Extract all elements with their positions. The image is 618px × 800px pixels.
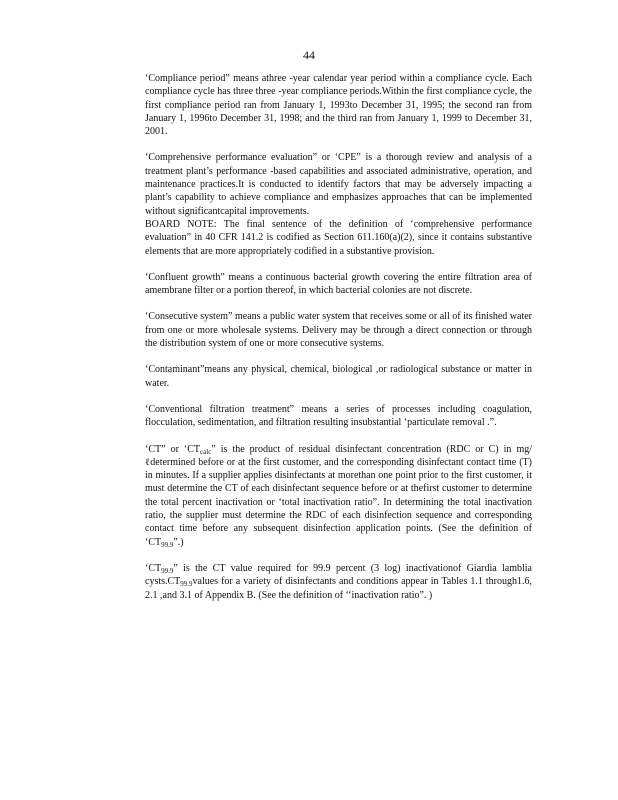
definition-comprehensive-performance-evaluation <box>145 151 532 257</box>
ct999-subscript-2: 99.9 <box>180 580 193 589</box>
definitions-body <box>145 72 532 615</box>
definition-compliance-period: ‘Compliance period” means athree -year calendar year period within a compliance cycle. Each compliance cycle has three three -year compliance periods.Within the first compliance cycle, the first compliance period ran from January 1, 1993to December 31, 1995; the second ran from January 1, 1996to December 31, 1998; and the third ran from January 1, 1999 to December 31, 2001. <box>145 73 532 138</box>
ct-text-middle: ” is the product of residual disinfectant concentration (RDC or C) in mg/ ℓdetermined before or at the first customer, and the corresponding disinfectant contact time (T) in minutes. If a supplier applies disinfectants at morethan one point prior to the first customer, it must determine the CT of each disinfectant sequence before or at thefirst customer to determine the total percent inactivation or ‘total inactivation ratio”. In determining the total inactivation ratio, the supplier must determine the RDC of each disinfection sequence and corresponding contact time before any subsequent disinfection application points. (See the definition of ‘CT <box>145 443 532 548</box>
board-note: BOARD NOTE: The final sentence of the definition of ‘comprehensive performance evaluation” in 40 CFR 141.2 is codified as Section 611.160(a)(2), since it contains substantive elements that are more appropriately codified in a substantive provision. <box>145 218 532 257</box>
definition-ct <box>145 443 532 549</box>
definition-ct-999 <box>145 562 532 602</box>
definition-conventional-filtration-treatment: ‘Conventional filtration treatment” means a series of processes including coagulation, flocculation, sedimentation, and filtration resulting insubstantial ‘particulate removal .”. <box>145 403 532 429</box>
definition-contaminant: ‘Contaminant”means any physical, chemical, biological ,or radiological substance or matter in water. <box>145 364 532 389</box>
ct-text-start: ‘CT” or ‘CT <box>145 443 201 455</box>
ct-text-end: ”.) <box>173 536 184 548</box>
definition-consecutive-system: ‘Consecutive system” means a public water system that receives some or all of its finished water from one or more wholesale systems. Delivery may be through a direct connection or through the distribution system of one or more consecutive systems. <box>145 311 532 350</box>
ct999-text-start: ‘CT <box>145 562 162 574</box>
ct999-text-end: values for a variety of disinfectants and conditions appear in Tables 1.1 through1.6, 2.1 ,and 3.1 of Appendix B. (See the definition of ‘‘inactivation ratio”. ) <box>145 576 532 601</box>
definition-confluent-growth: ‘Confluent growth” means a continuous bacterial growth covering the entire filtration area of amembrane filter or a portion thereof, in which bacterial colonies are not discrete. <box>145 271 532 297</box>
ct-subscript-calc: calc <box>200 447 212 456</box>
ct999-subscript: 99.9 <box>161 566 174 575</box>
page-number: 44 <box>303 48 315 62</box>
ct-subscript-999: 99.9 <box>161 540 174 549</box>
ct999-text-middle: ” is the CT value required for 99.9 percent (3 log) inactivationof Giardia lamblia cysts.CT <box>145 562 532 588</box>
definition-text: ‘Comprehensive performance evaluation” or ‘CPE” is a thorough review and analysis of a treatment plant’s performance -based capabilities and associated administrative, operation, and maintenance practices.It is conducted to identify factors that may be adversely impacting a plant’s capability to achieve compliance and emphasizes approaches that can be implemented without significantcapital improvements. <box>145 152 532 217</box>
